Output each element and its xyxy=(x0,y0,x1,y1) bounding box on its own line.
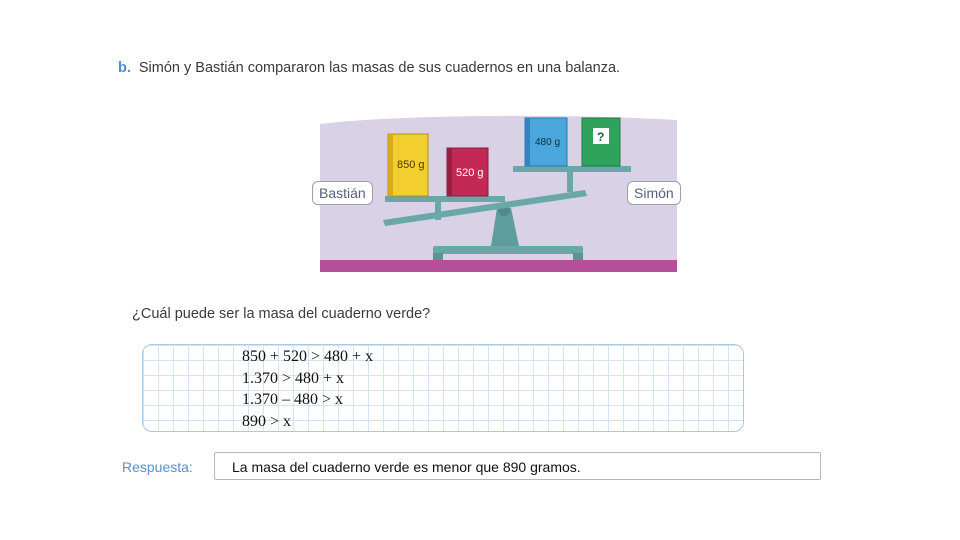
notebook-520g-label: 520 g xyxy=(456,167,484,179)
floor-strip xyxy=(320,260,677,272)
answer-label: Respuesta: xyxy=(122,459,193,475)
label-simon: Simón xyxy=(627,181,681,205)
notebook-480g xyxy=(525,118,567,166)
problem-letter: b. xyxy=(118,60,131,76)
left-pan xyxy=(385,196,505,202)
work-line: 1.370 – 480 > x xyxy=(242,391,344,408)
scale-base xyxy=(433,246,583,254)
right-pan-support xyxy=(567,172,573,192)
left-pan-support xyxy=(435,202,441,220)
scale-foot-right xyxy=(573,253,583,260)
answer-text: La masa del cuaderno verde es menor que 890 gramos. xyxy=(232,459,581,475)
right-pan xyxy=(513,166,631,172)
work-line: 1.370 > 480 + x xyxy=(242,369,345,387)
notebook-850g xyxy=(388,134,428,196)
problem-statement: Simón y Bastián compararon las masas de sus cuadernos en una balanza. xyxy=(138,60,621,76)
notebook-unknown-label: ? xyxy=(597,130,605,144)
problem-heading xyxy=(118,60,620,76)
question-text: ¿Cuál puede ser la masa del cuaderno verde? xyxy=(132,306,431,322)
work-lines xyxy=(242,346,373,432)
notebook-850g-label: 850 g xyxy=(397,159,425,171)
notebook-520g xyxy=(447,148,488,196)
work-line: 890 > x xyxy=(242,412,292,430)
work-grid xyxy=(142,344,744,432)
label-bastian: Bastián xyxy=(312,181,373,205)
work-line: 850 + 520 > 480 + x xyxy=(242,348,374,365)
scale-foot-left xyxy=(433,253,443,260)
notebook-480g-label: 480 g xyxy=(535,137,561,148)
notebook-unknown xyxy=(582,118,620,166)
